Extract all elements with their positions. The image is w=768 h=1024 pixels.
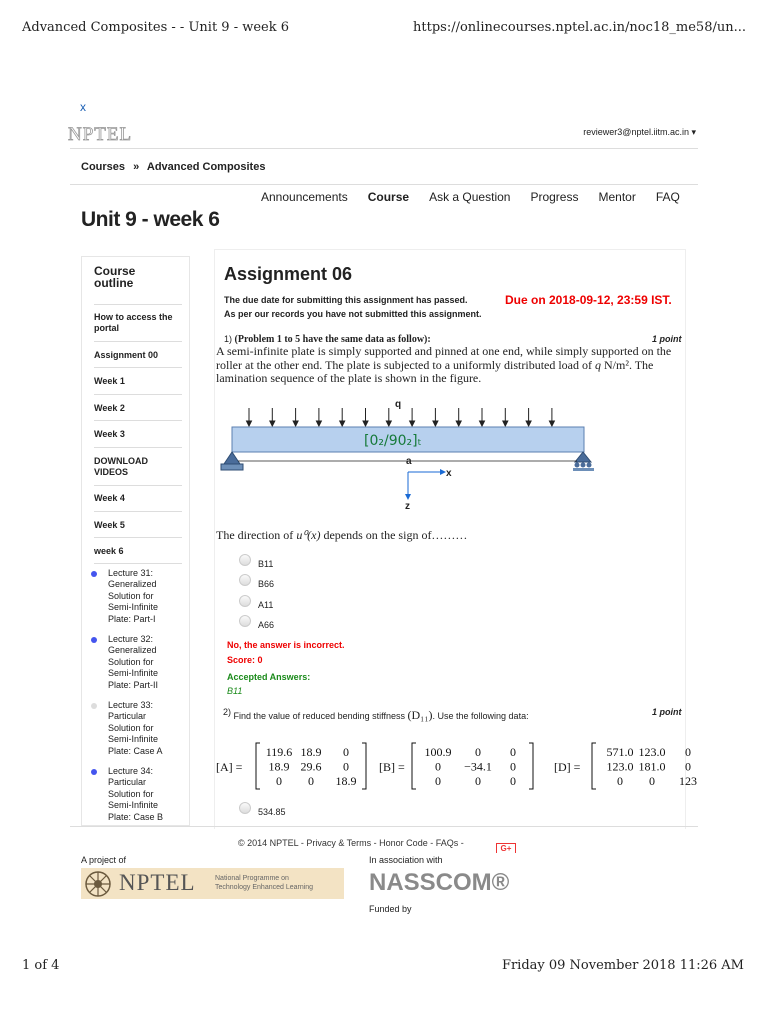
- matrix-cell: 18.9: [335, 774, 357, 788]
- matrix-cell: 0: [308, 774, 314, 788]
- matrix-label-B: [B] =: [379, 760, 405, 774]
- q1-heading-text: (Problem 1 to 5 have the same data as follow):: [234, 334, 431, 345]
- matrix-cell: 119.6: [265, 745, 293, 759]
- option-label: B66: [258, 579, 275, 589]
- matrix-cell: 0: [343, 745, 349, 759]
- print-header-url: https://onlinecourses.nptel.ac.in/noc18_me58/un...: [413, 20, 746, 35]
- layup-label: [0₂/90₂]ₜ: [364, 433, 422, 449]
- q2-heading: [223, 707, 529, 723]
- assignment-title: Assignment 06: [224, 264, 353, 284]
- q1-points: 1 point: [652, 334, 682, 344]
- matrix-cell: 0: [510, 759, 516, 774]
- breadcrumb-courses-link[interactable]: Courses: [81, 161, 126, 173]
- breadcrumb: [81, 161, 270, 173]
- q1-direction-part: depends on the sign of………: [320, 528, 468, 542]
- load-arrowhead: [340, 421, 345, 426]
- stiffness-matrices: [216, 740, 700, 794]
- nptel-logo[interactable]: NPTEL: [68, 124, 133, 145]
- matrix-cell: 0: [617, 774, 623, 788]
- nav-course[interactable]: Course: [367, 190, 410, 204]
- option-label: 534.85: [258, 807, 286, 817]
- matrix-cell: 0: [343, 759, 349, 774]
- lecture-status-icon: [91, 637, 97, 643]
- option-label: A66: [258, 620, 275, 630]
- load-arrowhead: [386, 421, 391, 426]
- no-submission-notice: As per our records you have not submitted this assignment.: [224, 309, 482, 319]
- q1-text-part: N/m². The lamination sequence of the plate is shown in the figure.: [216, 357, 654, 385]
- load-arrowhead: [433, 421, 438, 426]
- plate-figure: [216, 392, 606, 518]
- sidebar-divider: [94, 304, 182, 305]
- matrix-cell: 0: [475, 774, 481, 788]
- distributed-load-arrows: [247, 408, 555, 426]
- nasscom-wordmark: NASSCOM®: [369, 869, 510, 896]
- breadcrumb-divider: [70, 184, 698, 185]
- close-button[interactable]: x: [80, 100, 86, 114]
- q2-option-534-85[interactable]: [239, 805, 286, 817]
- breadcrumb-separator: »: [133, 161, 140, 173]
- page-title: Unit 9 - week 6: [81, 208, 220, 231]
- matrix-cell: 29.6: [300, 759, 322, 774]
- q1-option-b11[interactable]: [239, 557, 273, 569]
- load-arrowhead: [363, 421, 368, 426]
- project-of-label: A project of: [81, 855, 127, 865]
- lecture-label: Lecture 32: Generalized Solution for Semi-Infinite Plate: Part-II: [108, 634, 159, 690]
- sidebar-item-how-to-access[interactable]: How to access the portal: [94, 312, 173, 333]
- q1-accepted-label: Accepted Answers:: [227, 672, 311, 682]
- lecture-status-icon: [91, 571, 97, 577]
- matrix-cell: 18.9: [268, 759, 290, 774]
- sidebar-title: Course outline: [94, 264, 136, 290]
- nptel-subtitle-line: National Programme on: [215, 875, 289, 882]
- due-date: Due on 2018-09-12, 23:59 IST.: [505, 293, 672, 307]
- matrix-cell: 0: [475, 745, 481, 759]
- load-arrowhead: [293, 421, 298, 426]
- radio-button[interactable]: [239, 615, 251, 627]
- matrix-cell: 0: [435, 774, 441, 788]
- sidebar-item-week-4[interactable]: Week 4: [94, 493, 125, 503]
- association-label: In association with: [369, 855, 443, 865]
- sidebar-divider: [94, 394, 182, 395]
- nptel-emblem-icon: [84, 870, 112, 898]
- nptel-subtitle-line: Technology Enhanced Learning: [215, 884, 314, 891]
- q1-option-a66[interactable]: [239, 618, 274, 630]
- course-nav: [261, 190, 680, 204]
- sidebar-divider: [94, 563, 182, 564]
- google-plus-icon[interactable]: G+: [496, 843, 516, 853]
- radio-button[interactable]: [239, 554, 251, 566]
- z-axis-arrowhead: [405, 494, 411, 500]
- q1-text-symbol: q: [595, 357, 602, 372]
- sidebar-divider: [94, 447, 182, 448]
- footer-divider: [70, 826, 698, 827]
- z-axis-label: z: [405, 501, 410, 512]
- option-label: B11: [258, 559, 274, 569]
- radio-button[interactable]: [239, 574, 251, 586]
- q1-number: 1): [224, 334, 233, 344]
- matrix-cell: 181.0: [638, 759, 666, 774]
- matrix-cell: 0: [510, 774, 516, 788]
- sidebar-divider: [94, 511, 182, 512]
- matrix-label-A: [A] =: [216, 760, 243, 774]
- due-passed-notice: The due date for submitting this assignment has passed.: [224, 295, 468, 305]
- sidebar-item-week-3[interactable]: Week 3: [94, 429, 125, 439]
- sidebar-lecture-31[interactable]: [98, 568, 178, 625]
- matrix-label-D: [D] =: [554, 760, 581, 774]
- q1-direction-symbol: u⁰(x): [296, 528, 321, 542]
- q1-option-a11[interactable]: [239, 598, 273, 610]
- lecture-status-icon: [91, 703, 97, 709]
- nav-mentor[interactable]: Mentor: [598, 190, 636, 204]
- matrix-cell: 123: [679, 774, 697, 788]
- sidebar-divider: [94, 485, 182, 486]
- x-axis-label: x: [446, 468, 452, 479]
- q2-number: 2): [223, 707, 232, 717]
- radio-button[interactable]: [239, 802, 251, 814]
- sidebar-item-week-1[interactable]: Week 1: [94, 376, 125, 386]
- sidebar-divider: [94, 537, 182, 538]
- sidebar-lecture-34[interactable]: [98, 766, 178, 823]
- roller-support-icon: [573, 452, 594, 471]
- sidebar-item-download-videos[interactable]: DOWNLOAD VIDEOS: [94, 456, 148, 477]
- nav-ask-question[interactable]: Ask a Question: [429, 190, 511, 204]
- nav-faq[interactable]: FAQ: [655, 190, 680, 204]
- matrix-cell: 571.0: [606, 745, 634, 759]
- lecture-status-icon: [91, 769, 97, 775]
- q1-feedback: No, the answer is incorrect.: [227, 640, 345, 650]
- matrix-cell: 123.0: [638, 745, 666, 759]
- sidebar-item-week-2[interactable]: Week 2: [94, 403, 125, 413]
- q1-score: Score: 0: [227, 655, 263, 665]
- nav-announcements[interactable]: Announcements: [261, 190, 348, 204]
- nav-progress[interactable]: Progress: [530, 190, 579, 204]
- nasscom-logo[interactable]: [369, 866, 519, 898]
- load-arrowhead: [270, 421, 275, 426]
- sidebar-lecture-33[interactable]: [98, 700, 178, 757]
- matrix-cell: 100.9: [424, 745, 452, 759]
- q2-points: 1 point: [652, 707, 682, 717]
- load-arrowhead: [503, 421, 508, 426]
- load-arrowhead: [456, 421, 461, 426]
- load-arrowhead: [410, 421, 415, 426]
- user-menu[interactable]: reviewer3@nptel.iitm.ac.in ▾: [583, 127, 696, 137]
- print-date: Friday 09 November 2018 11:26 AM: [501, 958, 744, 973]
- span-label: a: [406, 456, 412, 467]
- load-arrowhead: [316, 421, 321, 426]
- q1-direction-part: The direction of: [216, 528, 297, 542]
- q1-text-part: A semi-infinite plate is simply supported and pinned at one end, while simply supported on the roller at the other end. The plate is subjected to a uniformly distributed load of: [216, 344, 672, 372]
- option-label: A11: [258, 600, 274, 610]
- sidebar-divider: [94, 341, 182, 342]
- radio-button[interactable]: [239, 595, 251, 607]
- q2-text-part: Find the value of reduced bending stiffness: [233, 711, 408, 721]
- q1-text: [216, 345, 676, 386]
- load-arrowhead: [247, 421, 252, 426]
- q1-option-b66[interactable]: [239, 577, 274, 589]
- sidebar-item-week-5[interactable]: Week 5: [94, 520, 125, 530]
- load-arrowhead: [480, 421, 485, 426]
- load-arrowhead: [549, 421, 554, 426]
- q2-text-part: . Use the following data:: [432, 711, 529, 721]
- load-label: q: [395, 399, 402, 410]
- load-arrowhead: [526, 421, 531, 426]
- nptel-subtitle: [215, 874, 313, 892]
- sidebar-divider: [94, 367, 182, 368]
- matrix-cell: 0: [685, 745, 691, 759]
- q2-symbol: (D₁₁): [407, 708, 433, 722]
- footer-links[interactable]: © 2014 NPTEL - Privacy & Terms - Honor Code - FAQs -: [238, 838, 464, 848]
- sidebar-item-assignment-00[interactable]: Assignment 00: [94, 350, 159, 360]
- breadcrumb-course-link[interactable]: Advanced Composites: [146, 161, 266, 173]
- sidebar-divider: [94, 420, 182, 421]
- q1-direction-text: [216, 528, 467, 543]
- matrix-cell: −34.1: [464, 759, 492, 774]
- funded-by-label: Funded by: [369, 904, 412, 914]
- nptel-wordmark: NPTEL: [119, 870, 196, 895]
- matrix-cell: 0: [649, 774, 655, 788]
- matrix-cell: 0: [685, 759, 691, 774]
- lecture-label: Lecture 31: Generalized Solution for Semi-Infinite Plate: Part-I: [108, 568, 159, 624]
- matrix-cell: 18.9: [300, 745, 322, 759]
- q1-accepted-answer: B11: [227, 686, 243, 696]
- matrix-cell: 0: [510, 745, 516, 759]
- header-divider: [70, 148, 698, 149]
- nptel-banner-logo[interactable]: [81, 868, 344, 899]
- matrix-cell: 0: [276, 774, 282, 788]
- lecture-label: Lecture 33: Particular Solution for Semi-Infinite Plate: Case A: [108, 700, 163, 756]
- print-page-number: 1 of 4: [22, 958, 60, 973]
- sidebar-lecture-32[interactable]: [98, 634, 178, 691]
- sidebar-item-week-6[interactable]: week 6: [94, 546, 124, 556]
- matrix-cell: 0: [435, 759, 441, 774]
- print-header-title: Advanced Composites - - Unit 9 - week 6: [22, 20, 290, 35]
- lecture-label: Lecture 34: Particular Solution for Semi-Infinite Plate: Case B: [108, 766, 164, 822]
- course-outline-sidebar: [81, 256, 190, 826]
- matrix-cell: 123.0: [606, 759, 634, 774]
